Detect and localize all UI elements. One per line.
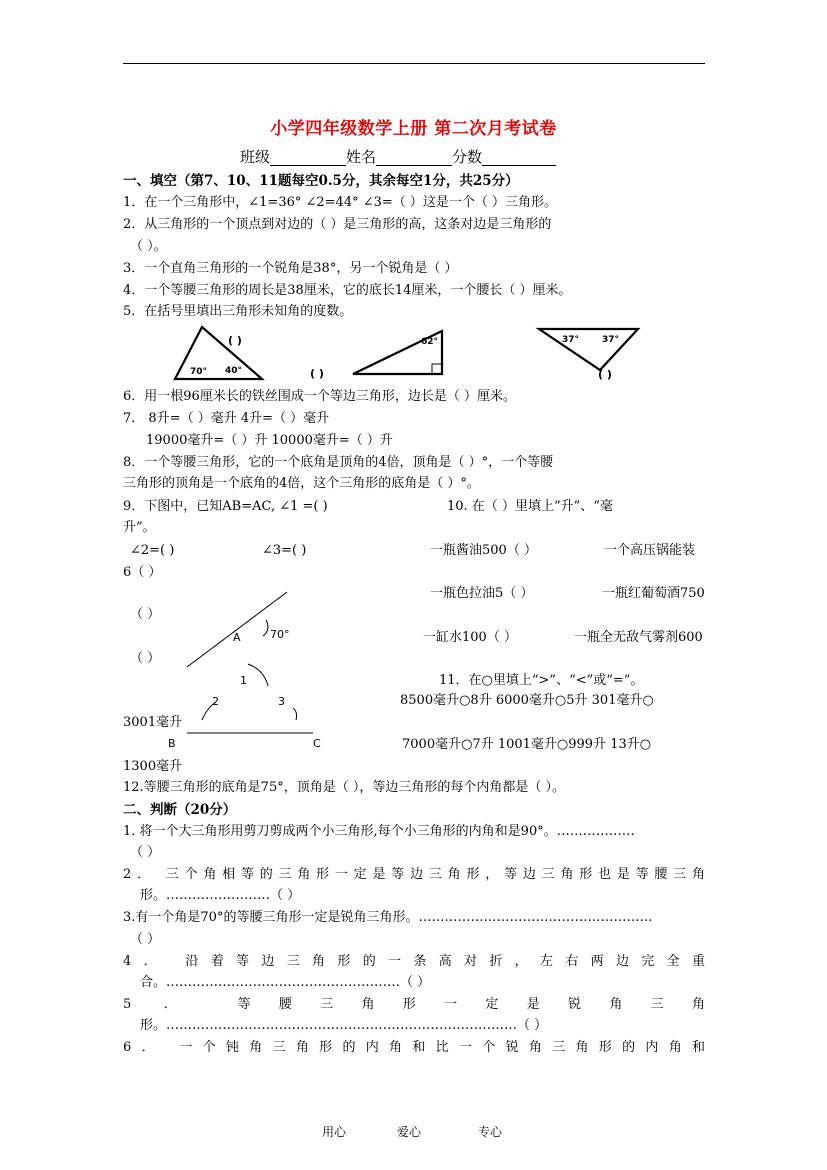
question-8-line1: 8．一个等腰三角形，它的一个底角是顶角的4倍，顶角是（ ）°，一个等腰 — [123, 455, 554, 470]
question-11-row2-cont: 1300毫升 — [123, 759, 183, 774]
judge-5-line1: 5 ． 等腰三角形一定是锐角三角 — [123, 997, 705, 1012]
label-a: A — [233, 631, 241, 644]
question-10-line2: 升”。 — [123, 520, 156, 535]
q10-row2-b: 一瓶红葡萄酒750 — [602, 586, 705, 601]
t2-right-angle-mark — [432, 364, 442, 374]
top-rule — [123, 63, 705, 64]
judge-6-line1: 6． 一个钝角三角形的内角和比一个锐角三角形的内角和 — [123, 1040, 705, 1055]
triangle-1-shape — [175, 327, 262, 379]
footer-text-1: 用心 — [322, 1125, 347, 1139]
judge-3-line1: 3.有一个角是70°的等腰三角形一定是锐角三角形。……………………………………………… — [123, 910, 653, 925]
judge-5-line2: 形。………………………………………………………………………（ ） — [140, 1018, 548, 1033]
class-blank[interactable] — [270, 151, 346, 166]
score-blank[interactable] — [482, 151, 556, 166]
judge-1-line2: （ ） — [130, 845, 161, 860]
q10-row3-a: 一缸水100（ ） — [423, 630, 517, 645]
question-9-angle3: ∠3=( ) — [262, 543, 307, 558]
t1-blank: ( ) — [228, 334, 242, 347]
q9-geometry-figure — [160, 590, 340, 752]
question-7-line1: 7． 8升=（ ）毫升 4升=（ ）毫升 — [123, 411, 330, 426]
triangle-3-shape — [539, 329, 638, 370]
judge-2-line2: 形。……………………（ ） — [140, 888, 301, 903]
q5-triangles-figure — [170, 322, 650, 384]
q10-row1-a: 一瓶酱油500（ ） — [430, 543, 537, 558]
question-10-line1: 10. 在（ ）里填上“升”、“毫 — [447, 499, 613, 514]
question-9-angle2: ∠2=( ) — [130, 543, 175, 558]
t2-blank: ( ) — [310, 367, 324, 380]
section2-heading: 二、判断（20分） — [123, 802, 237, 818]
judge-3-line2: （ ） — [130, 932, 161, 947]
question-11-row1-cont: 3001毫升 — [123, 715, 183, 730]
judge-1-line1: 1. 将一个大三角形用剪刀剪成两个小三角形,每个小三角形的内角和是90°。……………… — [123, 824, 635, 839]
footer-text-3: 专心 — [478, 1125, 503, 1139]
header-fields — [240, 148, 556, 166]
question-1: 1．在一个三角形中，∠1=36° ∠2=44° ∠3=（ ）这是一个（ ）三角形。 — [123, 195, 558, 210]
question-2-line1: 2．从三角形的一个顶点到对边的（ ）是三角形的高，这条对边是三角形的 — [123, 217, 552, 232]
q10-row2-a: 一瓶色拉油5（ ） — [430, 586, 534, 601]
question-11-title: 11．在○里填上“>”、“<”或“=”。 — [439, 673, 644, 688]
question-5: 5．在括号里填出三角形未知角的度数。 — [123, 304, 353, 319]
page-title: 小学四年级数学上册 第二次月考试卷 — [270, 119, 557, 139]
angle-1-arc — [248, 664, 268, 686]
t2-angle: 62° — [421, 337, 439, 347]
q10-row2-c: （ ） — [130, 607, 161, 622]
t3-blank: ( ) — [598, 368, 612, 381]
q10-row3-c: （ ） — [130, 651, 161, 666]
question-11-row2: 7000毫升○7升 1001毫升○999升 13升○ — [402, 737, 652, 752]
question-6: 6．用一根96厘米长的铁丝围成一个等边三角形，边长是（ ）厘米。 — [123, 389, 516, 404]
q10-row3-b: 一瓶全无敌气雾剂600 — [574, 630, 703, 645]
name-blank[interactable] — [376, 151, 452, 166]
judge-4-line1: 4． 沿着等边三角形的一条高对折，左右两边完全重 — [123, 954, 705, 969]
label-b: B — [168, 737, 176, 750]
angle-70-arc — [263, 620, 268, 636]
question-3: 3．一个直角三角形的一个锐角是38°，另一个锐角是（ ） — [123, 261, 458, 276]
question-8-line2: 三角形的顶角是一个底角的4倍，这个三角形的底角是（ ）°。 — [123, 476, 480, 491]
q10-row1-c: 6（ ） — [123, 565, 162, 580]
question-9-line1: 9．下图中，已知AB=AC, ∠1 =( ) — [123, 499, 328, 514]
label-1: 1 — [240, 674, 247, 687]
question-2-line2: （ ）。 — [130, 239, 167, 254]
question-4: 4．一个等腰三角形的周长是38厘米，它的底长14厘米，一个腰长（ ）厘米。 — [123, 283, 572, 298]
question-7-line2: 19000毫升=（ ）升 10000毫升=（ ）升 — [146, 433, 393, 448]
section1-heading: 一、填空（第7、10、11题每空0.5分，其余每空1分，共25分） — [123, 173, 519, 189]
t1-angle-a: 70° — [190, 367, 208, 377]
q10-row1-b: 一个高压锅能装 — [604, 543, 696, 558]
t1-angle-b: 40° — [225, 366, 243, 376]
question-11-row1: 8500毫升○8升 6000毫升○5升 301毫升○ — [400, 693, 654, 708]
label-2: 2 — [212, 695, 219, 708]
footer-text-2: 爱心 — [397, 1125, 422, 1139]
judge-4-line2: 合。………………………………………………（ ） — [140, 975, 431, 990]
name-label: 姓名 — [346, 148, 377, 166]
label-70: 70° — [270, 628, 290, 641]
class-label: 班级 — [240, 148, 271, 166]
t3-angle-a: 37° — [562, 335, 580, 345]
score-label: 分数 — [452, 148, 483, 166]
label-3: 3 — [278, 695, 285, 708]
judge-2-line1: 2． 三个角相等的三角形一定是等边三角形，等边三角形也是等腰三角 — [123, 867, 705, 882]
label-c: C — [313, 737, 321, 750]
t3-angle-b: 37° — [602, 335, 620, 345]
angle-3-arc — [293, 708, 297, 720]
question-12: 12.等腰三角形的底角是75°，顶角是（ ），等边三角形的每个内角都是（ ）。 — [123, 780, 565, 795]
